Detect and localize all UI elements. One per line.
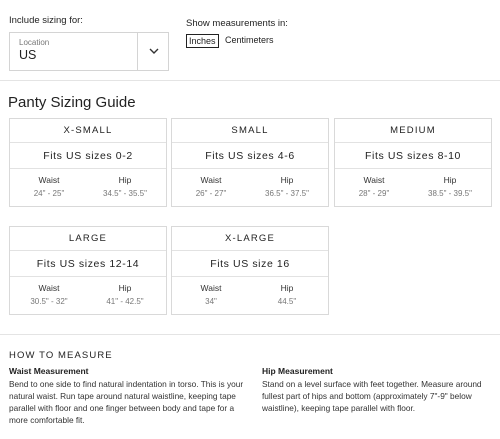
- size-card-medium: [334, 118, 492, 207]
- waist-label: Waist: [38, 175, 60, 185]
- how-to-measure-title: HOW TO MEASURE: [9, 350, 113, 361]
- hip-value: 38.5" - 39.5": [428, 189, 472, 198]
- size-fits: Fits US sizes 12-14: [10, 251, 166, 277]
- page-title: Panty Sizing Guide: [8, 94, 136, 111]
- section-divider: [0, 334, 500, 335]
- size-name: X-SMALL: [10, 119, 166, 143]
- size-fits: Fits US sizes 8-10: [335, 143, 491, 169]
- size-fits: Fits US sizes 4-6: [172, 143, 328, 169]
- hip-value: 44.5": [277, 297, 297, 306]
- size-name: X-LARGE: [172, 227, 328, 251]
- waist-value: 30.5" - 32": [30, 297, 68, 306]
- waist-label: Waist: [200, 175, 222, 185]
- location-label: Location: [19, 38, 50, 47]
- hip-label: Hip: [443, 175, 457, 185]
- unit-inches-button[interactable]: Inches: [186, 34, 219, 48]
- chevron-down-icon[interactable]: [147, 44, 161, 58]
- waist-value: 34": [205, 297, 217, 306]
- waist-label: Waist: [363, 175, 385, 185]
- size-card-large: [9, 226, 167, 315]
- hip-label: Hip: [118, 283, 132, 293]
- select-divider: [137, 33, 138, 70]
- hip-value: 34.5" - 35.5": [103, 189, 147, 198]
- size-fits: Fits US sizes 0-2: [10, 143, 166, 169]
- size-name: SMALL: [172, 119, 328, 143]
- hip-label: Hip: [280, 283, 294, 293]
- hip-label: Hip: [280, 175, 294, 185]
- hip-measurement-heading: Hip Measurement: [262, 366, 333, 376]
- hip-measurement-text: Stand on a level surface with feet together. Measure around fullest part of hips and bottom (approximately 7"-9" below waistline), keeping tape parallel with floor.: [262, 379, 482, 413]
- waist-value: 24" - 25": [33, 189, 65, 198]
- unit-centimeters-button[interactable]: Centimeters: [225, 35, 274, 45]
- waist-measurement-text: Bend to one side to find natural indentation in torso. This is your natural waist. Run tape around natural waistline, keeping tape parallel with floor and one finger between body and tape for a more comfortable fit.: [9, 379, 244, 425]
- size-card-x-small: [9, 118, 167, 207]
- size-name: LARGE: [10, 227, 166, 251]
- top-divider: [0, 80, 500, 81]
- size-card-small: [171, 118, 329, 207]
- size-fits: Fits US size 16: [172, 251, 328, 277]
- size-card-x-large: [171, 226, 329, 315]
- location-value: US: [19, 48, 37, 62]
- sizing-label: Include sizing for:: [9, 15, 83, 26]
- hip-label: Hip: [118, 175, 132, 185]
- size-name: MEDIUM: [335, 119, 491, 143]
- waist-value: 26" - 27": [195, 189, 227, 198]
- measurements-label: Show measurements in:: [186, 18, 288, 29]
- waist-value: 28" - 29": [358, 189, 390, 198]
- hip-value: 36.5" - 37.5": [265, 189, 309, 198]
- waist-label: Waist: [200, 283, 222, 293]
- hip-value: 41" - 42.5": [106, 297, 144, 306]
- waist-label: Waist: [38, 283, 60, 293]
- location-select[interactable]: [9, 32, 169, 71]
- waist-measurement-heading: Waist Measurement: [9, 366, 89, 376]
